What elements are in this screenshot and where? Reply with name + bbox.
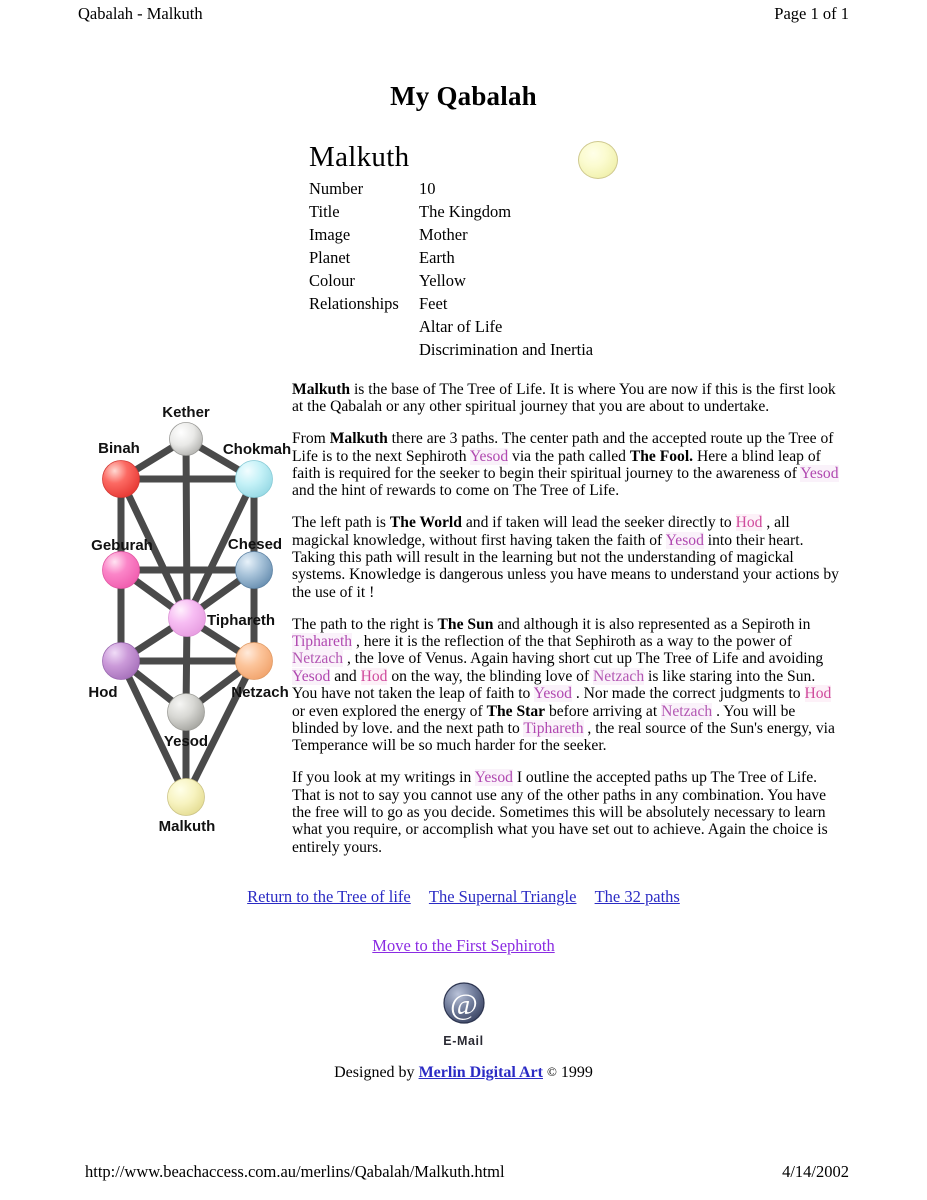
attr-key: Planet — [309, 248, 351, 268]
tree-label-geburah: Geburah — [91, 537, 153, 554]
nav-link-supernal-triangle[interactable]: The Supernal Triangle — [428, 887, 577, 906]
paragraph-2 — [292, 430, 842, 500]
attr-value: Mother — [419, 225, 468, 245]
print-footer-url: http://www.beachaccess.com.au/merlins/Qabalah/Malkuth.html — [85, 1162, 505, 1181]
sephirah-node-yesod[interactable] — [168, 694, 205, 731]
attr-key: Relationships — [309, 294, 399, 314]
p4-f: and — [330, 667, 361, 685]
tree-of-life-diagram — [75, 403, 297, 838]
credit-prefix: Designed by — [334, 1064, 419, 1081]
link-yesod[interactable]: Yesod — [665, 531, 704, 549]
table-row — [309, 319, 593, 342]
sephirah-node-tiphareth[interactable] — [169, 600, 206, 637]
p4-d: , here it is the reflection of the that Sephiroth as a way to the power of — [352, 633, 793, 650]
print-footer — [85, 1162, 849, 1182]
p5-b: I outline the accepted paths up The Tree of Life. That is not to say you cannot use any of the other paths in any combination. You have the free will to go as you decide. Sometimes this will be absolutely necessary to learn what you require, or accomplish what you have set out to achieve. Again the choice is entirely yours. — [292, 769, 828, 856]
link-hod[interactable]: Hod — [735, 514, 763, 532]
p2-bold-the-fool: The Fool. — [629, 447, 694, 465]
copyright-symbol: © — [546, 1064, 557, 1079]
nav-link-32-paths[interactable]: The 32 paths — [594, 887, 680, 906]
p2-f: and the hint of rewards to come on The Tree of Life. — [292, 482, 620, 500]
p4-c: and although it is also represented as a Sepiroth in — [493, 615, 811, 633]
p2-e: Here a blind leap of faith is required for the seeker to begin their spiritual journey to the awareness of — [292, 447, 821, 482]
link-netzach[interactable]: Netzach — [661, 702, 713, 720]
p4-g: on the way, the blinding love of — [387, 667, 594, 685]
credit-link-merlin[interactable]: Merlin Digital Art — [418, 1064, 543, 1081]
link-yesod[interactable]: Yesod — [469, 447, 509, 465]
link-yesod[interactable]: Yesod — [800, 465, 839, 482]
sephirah-node-kether[interactable] — [170, 423, 203, 456]
move-link-row — [0, 936, 927, 956]
credit-line — [0, 1064, 927, 1082]
tree-label-kether: Kether — [162, 404, 210, 421]
p3-d: , all magickal knowledge, without first having taken the faith of — [292, 514, 790, 549]
p4-bold-the-star: The Star — [486, 702, 546, 720]
at-sign-icon[interactable] — [438, 980, 490, 1033]
tree-label-hod: Hod — [88, 684, 118, 701]
sephirah-heading: Malkuth — [309, 141, 410, 173]
sephirah-colour-orb — [578, 141, 618, 179]
p1-bold-lead: Malkuth — [292, 381, 351, 398]
at-sign-icon-svg — [438, 980, 490, 1028]
attr-key — [309, 342, 419, 365]
link-tiphareth[interactable]: Tiphareth — [292, 633, 353, 650]
attr-key — [309, 319, 419, 342]
sephirah-node-chokmah[interactable] — [236, 461, 273, 498]
attr-value: 10 — [419, 179, 436, 198]
paragraph-3 — [292, 514, 842, 601]
p4-i: . Nor made the correct judgments to — [571, 685, 805, 703]
p4-k: before arriving at — [545, 702, 662, 720]
attr-value: Discrimination and Inertia — [419, 340, 594, 360]
p4-bold-the-sun: The Sun — [437, 615, 494, 633]
link-netzach[interactable]: Netzach — [593, 667, 645, 685]
print-header — [78, 4, 849, 28]
p1-text: is the base of The Tree of Life. It is where You are now if this is the first look at the Qabalah or any other spiritual journey that you are about to undertake. — [292, 381, 836, 416]
sephirah-node-malkuth[interactable] — [168, 779, 205, 816]
p4-j: or even explored the energy of — [292, 702, 487, 720]
tree-label-chokmah: Chokmah — [222, 441, 292, 458]
sephirah-node-binah[interactable] — [103, 461, 140, 498]
tree-label-yesod: Yesod — [163, 733, 209, 750]
p2-a: From — [292, 430, 330, 448]
email-caption: E-Mail — [443, 1034, 484, 1048]
tree-label-netzach: Netzach — [231, 684, 289, 701]
link-tiphareth[interactable]: Tiphareth — [523, 719, 584, 737]
attr-value: Altar of Life — [419, 317, 503, 337]
print-header-page: Page 1 of 1 — [774, 4, 849, 23]
attr-value: The Kingdom — [419, 202, 512, 222]
tree-label-malkuth: Malkuth — [158, 818, 216, 835]
paragraph-5 — [292, 769, 842, 856]
attribute-table — [309, 181, 593, 365]
paragraph-4 — [292, 616, 842, 755]
p4-m: . You will be blinded by love. and the next path to — [292, 702, 796, 737]
link-yesod[interactable]: Yesod — [292, 667, 331, 685]
p2-d: via the path called — [508, 447, 630, 465]
attr-value: Yellow — [419, 271, 466, 291]
email-block — [0, 980, 927, 1048]
paragraph-1 — [292, 381, 842, 416]
tree-label-tiphareth: Tiphareth — [207, 612, 276, 629]
link-netzach[interactable]: Netzach — [292, 650, 344, 668]
sephirah-node-netzach[interactable] — [236, 643, 273, 680]
p3-c: and if taken will lead the seeker directly to — [461, 514, 736, 532]
tree-label-binah: Binah — [98, 440, 140, 457]
sephirah-node-geburah[interactable] — [103, 552, 140, 589]
table-row — [309, 227, 593, 250]
table-row — [309, 181, 593, 204]
nav-links — [0, 887, 927, 907]
sephirah-node-hod[interactable] — [103, 643, 140, 680]
attribute-table-body — [309, 181, 593, 365]
link-yesod[interactable]: Yesod — [474, 769, 513, 787]
at-glyph: @ — [449, 988, 478, 1021]
page-title: My Qabalah — [390, 81, 537, 111]
credit-year: 1999 — [560, 1064, 593, 1081]
table-row — [309, 250, 593, 273]
p4-e: , the love of Venus. Again having short cut up The Tree of Life and avoiding — [343, 650, 824, 668]
print-header-title: Qabalah - Malkuth — [78, 4, 203, 23]
attr-key: Title — [309, 202, 340, 222]
p4-h: is like staring into the Sun. You have not taken the leap of faith to — [292, 667, 816, 703]
tree-label-chesed: Chesed — [227, 536, 283, 553]
table-row — [309, 342, 593, 365]
attr-key: Colour — [309, 271, 355, 291]
p2-bold-malkuth: Malkuth — [329, 430, 388, 448]
nav-link-return-to-tree[interactable]: Return to the Tree of life — [247, 887, 411, 906]
attr-value: Feet — [419, 294, 448, 314]
attr-value: Earth — [419, 248, 455, 268]
p3-bold-the-world: The World — [389, 514, 462, 532]
nav-link-first-sephiroth[interactable]: Move to the First Sephiroth — [372, 936, 555, 955]
table-row — [309, 296, 593, 319]
article-body — [292, 381, 842, 871]
table-row — [309, 273, 593, 296]
attr-key: Number — [309, 179, 364, 198]
attr-key: Image — [309, 225, 351, 245]
print-footer-date: 4/14/2002 — [782, 1162, 849, 1181]
table-row — [309, 204, 593, 227]
link-hod[interactable]: Hod — [804, 685, 832, 703]
p5-a: If you look at my writings in — [292, 769, 475, 787]
p4-n: , the real source of the Sun's energy, via Temperance will be so much harder for the seeker. — [292, 719, 835, 755]
link-yesod[interactable]: Yesod — [533, 685, 572, 703]
link-hod[interactable]: Hod — [360, 667, 388, 685]
p3-e: into their heart. Taking this path will result in the learning but not the understanding of magickal systems. Knowledge is dangerous unless you have means to understand your actions by the use of it ! — [292, 531, 839, 601]
sephirah-node-chesed[interactable] — [236, 552, 273, 589]
p3-a: The left path is — [292, 514, 390, 532]
p2-c: there are 3 paths. The center path and the accepted route up the Tree of Life is to the next Sephiroth — [292, 430, 834, 465]
p4-a: The path to the right is — [292, 615, 438, 633]
tree-of-life-svg — [75, 403, 297, 838]
